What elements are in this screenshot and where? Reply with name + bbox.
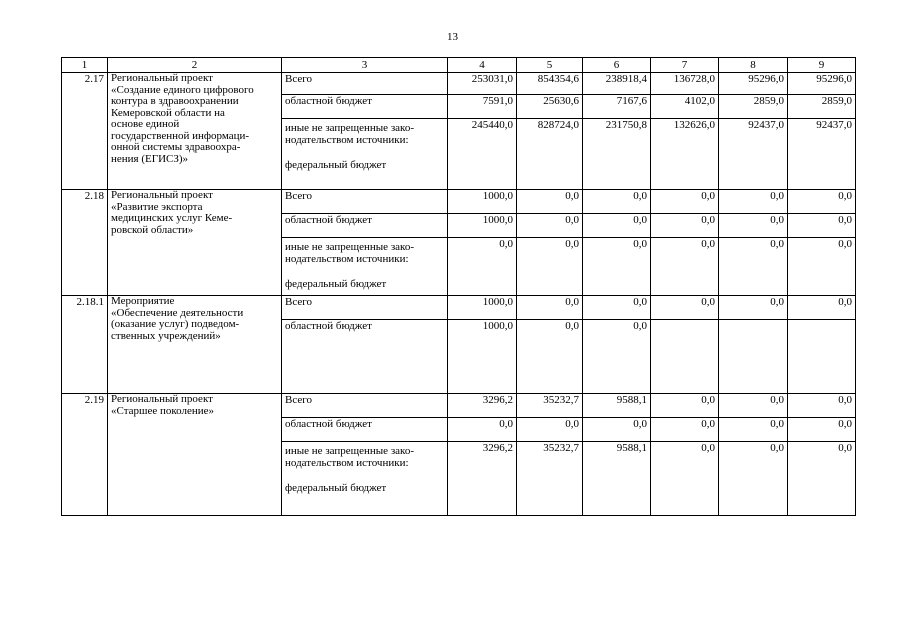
value-cell: 25630,6 bbox=[517, 95, 583, 119]
value-cell: 132626,0 bbox=[651, 119, 719, 190]
value-cell: 828724,0 bbox=[517, 119, 583, 190]
value-cell: 3296,2 bbox=[448, 394, 517, 418]
row-name-line: основе единой bbox=[111, 118, 180, 130]
funding-source bbox=[282, 442, 448, 516]
funding-source: Всего bbox=[282, 190, 448, 214]
value-cell: 245440,0 bbox=[448, 119, 517, 190]
value-cell: 0,0 bbox=[583, 214, 651, 238]
row-name-line: «Развитие экспорта bbox=[111, 200, 203, 213]
value-cell: 0,0 bbox=[719, 296, 788, 320]
header-cell: 3 bbox=[282, 58, 448, 73]
funding-source-line bbox=[285, 265, 444, 278]
row-name-line: медицинских услуг Кеме- bbox=[111, 212, 233, 224]
row-name-line: Региональный проект bbox=[111, 393, 213, 405]
value-cell: 1000,0 bbox=[448, 320, 517, 394]
page-number: 13 bbox=[447, 31, 458, 43]
funding-source-line: иные не запрещенные зако- bbox=[285, 122, 414, 134]
row-code: 2.18 bbox=[62, 190, 108, 296]
funding-source bbox=[282, 238, 448, 296]
value-cell: 0,0 bbox=[788, 394, 856, 418]
value-cell: 2859,0 bbox=[719, 95, 788, 119]
value-cell: 1000,0 bbox=[448, 190, 517, 214]
row-code: 2.18.1 bbox=[62, 296, 108, 394]
row-name bbox=[108, 73, 282, 190]
value-cell: 9588,1 bbox=[583, 442, 651, 516]
value-cell: 0,0 bbox=[583, 418, 651, 442]
table-row bbox=[62, 73, 856, 95]
value-cell: 0,0 bbox=[788, 214, 856, 238]
row-name-line: «Старшее поколение» bbox=[111, 404, 215, 417]
row-name-line: «Обеспечение деятельности bbox=[111, 306, 244, 319]
row-name-line: нения (ЕГИСЗ)» bbox=[111, 152, 189, 165]
value-cell: 0,0 bbox=[583, 320, 651, 394]
funding-source: Всего bbox=[282, 296, 448, 320]
funding-source bbox=[282, 119, 448, 190]
row-name-line: контура в здравоохранении bbox=[111, 95, 239, 107]
value-cell: 95296,0 bbox=[719, 73, 788, 95]
value-cell: 253031,0 bbox=[448, 73, 517, 95]
funding-source-line: нодательством источники: bbox=[285, 253, 409, 265]
value-cell bbox=[788, 320, 856, 394]
value-cell: 35232,7 bbox=[517, 442, 583, 516]
value-cell: 0,0 bbox=[517, 320, 583, 394]
table-row bbox=[62, 394, 856, 418]
value-cell: 92437,0 bbox=[788, 119, 856, 190]
row-name-line: государственной информаци- bbox=[111, 129, 250, 142]
funding-source: областной бюджет bbox=[282, 418, 448, 442]
value-cell: 0,0 bbox=[651, 214, 719, 238]
row-code: 2.17 bbox=[62, 73, 108, 190]
row-name-line: Мероприятие bbox=[111, 295, 175, 307]
table-row bbox=[62, 296, 856, 320]
funding-source-line: федеральный бюджет bbox=[285, 482, 387, 494]
value-cell: 1000,0 bbox=[448, 214, 517, 238]
funding-source-line bbox=[285, 469, 444, 482]
value-cell: 0,0 bbox=[788, 238, 856, 296]
value-cell: 0,0 bbox=[583, 190, 651, 214]
value-cell: 231750,8 bbox=[583, 119, 651, 190]
funding-source-line: нодательством источники: bbox=[285, 134, 409, 146]
value-cell: 0,0 bbox=[448, 418, 517, 442]
header-cell: 9 bbox=[788, 58, 856, 73]
funding-source: областной бюджет bbox=[282, 95, 448, 119]
row-name bbox=[108, 394, 282, 516]
value-cell: 0,0 bbox=[448, 238, 517, 296]
header-cell: 1 bbox=[62, 58, 108, 73]
header-cell: 6 bbox=[583, 58, 651, 73]
funding-source-line bbox=[285, 146, 444, 159]
value-cell: 0,0 bbox=[651, 238, 719, 296]
value-cell: 9588,1 bbox=[583, 394, 651, 418]
value-cell: 3296,2 bbox=[448, 442, 517, 516]
value-cell: 0,0 bbox=[517, 214, 583, 238]
value-cell: 0,0 bbox=[788, 442, 856, 516]
header-cell: 2 bbox=[108, 58, 282, 73]
header-cell: 4 bbox=[448, 58, 517, 73]
value-cell: 7167,6 bbox=[583, 95, 651, 119]
funding-source-line: иные не запрещенные зако- bbox=[285, 241, 414, 253]
value-cell: 0,0 bbox=[788, 418, 856, 442]
value-cell: 0,0 bbox=[517, 238, 583, 296]
value-cell: 1000,0 bbox=[448, 296, 517, 320]
table-body bbox=[62, 73, 856, 516]
value-cell: 136728,0 bbox=[651, 73, 719, 95]
value-cell: 4102,0 bbox=[651, 95, 719, 119]
value-cell: 0,0 bbox=[719, 442, 788, 516]
value-cell: 95296,0 bbox=[788, 73, 856, 95]
value-cell: 0,0 bbox=[583, 238, 651, 296]
value-cell: 238918,4 bbox=[583, 73, 651, 95]
row-code: 2.19 bbox=[62, 394, 108, 516]
value-cell: 0,0 bbox=[651, 190, 719, 214]
budget-table bbox=[61, 57, 856, 516]
row-name-line: Региональный проект bbox=[111, 189, 213, 201]
value-cell: 0,0 bbox=[651, 418, 719, 442]
value-cell: 0,0 bbox=[719, 190, 788, 214]
value-cell: 0,0 bbox=[719, 214, 788, 238]
value-cell bbox=[651, 320, 719, 394]
value-cell: 7591,0 bbox=[448, 95, 517, 119]
row-name-line: (оказание услуг) подведом- bbox=[111, 318, 240, 330]
header-cell: 8 bbox=[719, 58, 788, 73]
value-cell: 0,0 bbox=[788, 296, 856, 320]
value-cell: 0,0 bbox=[719, 394, 788, 418]
row-name bbox=[108, 296, 282, 394]
header-cell: 5 bbox=[517, 58, 583, 73]
funding-source-line: иные не запрещенные зако- bbox=[285, 445, 414, 457]
value-cell: 0,0 bbox=[719, 238, 788, 296]
funding-source: Всего bbox=[282, 394, 448, 418]
value-cell: 0,0 bbox=[719, 418, 788, 442]
row-name-line: ровской области» bbox=[111, 223, 194, 236]
value-cell: 0,0 bbox=[517, 190, 583, 214]
header-row bbox=[62, 58, 856, 73]
value-cell: 0,0 bbox=[788, 190, 856, 214]
row-name-line: Кемеровской области на bbox=[111, 106, 225, 119]
table-row bbox=[62, 190, 856, 214]
value-cell: 0,0 bbox=[517, 418, 583, 442]
funding-source-line: нодательством источники: bbox=[285, 457, 409, 469]
value-cell: 2859,0 bbox=[788, 95, 856, 119]
funding-source-line: федеральный бюджет bbox=[285, 159, 387, 171]
row-name bbox=[108, 190, 282, 296]
header-cell: 7 bbox=[651, 58, 719, 73]
value-cell: 0,0 bbox=[517, 296, 583, 320]
funding-source: Всего bbox=[282, 73, 448, 95]
funding-source: областной бюджет bbox=[282, 214, 448, 238]
value-cell: 92437,0 bbox=[719, 119, 788, 190]
value-cell: 0,0 bbox=[651, 442, 719, 516]
value-cell: 0,0 bbox=[651, 296, 719, 320]
value-cell: 0,0 bbox=[651, 394, 719, 418]
row-name-line: ственных учреждений» bbox=[111, 329, 221, 342]
funding-source: областной бюджет bbox=[282, 320, 448, 394]
value-cell bbox=[719, 320, 788, 394]
funding-source-line: федеральный бюджет bbox=[285, 278, 387, 290]
value-cell: 0,0 bbox=[583, 296, 651, 320]
value-cell: 854354,6 bbox=[517, 73, 583, 95]
value-cell: 35232,7 bbox=[517, 394, 583, 418]
row-name-line: Региональный проект bbox=[111, 72, 213, 84]
row-name-line: «Создание единого цифрового bbox=[111, 83, 254, 96]
row-name-line: онной системы здравоохра- bbox=[111, 141, 241, 153]
